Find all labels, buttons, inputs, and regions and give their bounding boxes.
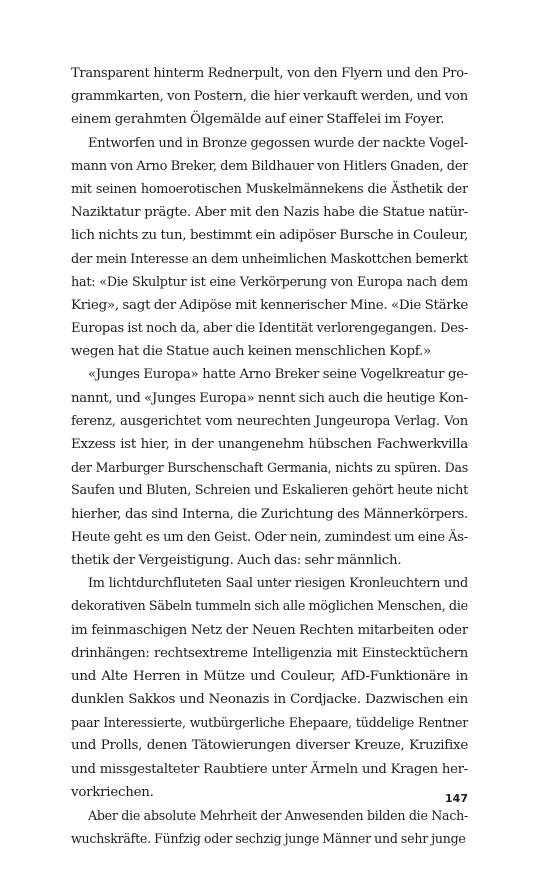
text-line: der Marburger Burschenschaft Germania, nichts zu spüren. Das <box>71 460 468 476</box>
text-line: und Alte Herren in Mütze und Couleur, AfD-Funktionäre in <box>71 668 468 684</box>
text-line: drinhängen: rechtsextreme Intelligenzia mit Einstecktüchern <box>71 645 468 661</box>
text-line: dekorativen Säbeln tummeln sich alle möglichen Menschen, die <box>71 599 468 615</box>
text-line: mann von Arno Breker, dem Bildhauer von Hitlers Gnaden, der <box>71 158 468 174</box>
text-line: Aber die absolute Mehrheit der Anwesenden bilden die Nach- <box>88 808 468 823</box>
text-line: nannt, und «Junges Europa» nennt sich auch die heutige Kon- <box>71 390 468 406</box>
text-line: «Junges Europa» hatte Arno Breker seine Vogelkreatur ge- <box>88 367 468 383</box>
text-line: Exzess ist hier, in der unangenehm hübschen Fachwerkvilla <box>71 437 468 452</box>
text-line: hierher, das sind Interna, die Zurichtung des Männerkörpers. <box>71 506 468 522</box>
text-line: im feinmaschigen Netz der Neuen Rechten mitarbeiten oder <box>71 622 468 638</box>
text-line: einem gerahmten Ölgemälde auf einer Staffelei im Foyer. <box>71 112 445 128</box>
text-line: wegen hat die Statue auch keinen menschlichen Kopf.» <box>71 344 431 360</box>
text-line: hat: «Die Skulptur ist eine Verkörperung von Europa nach dem <box>71 274 468 290</box>
paragraph <box>71 62 468 132</box>
text-line: und Prolls, denen Tätowierungen diverser Kreuze, Kruzifixe <box>71 738 468 754</box>
text-line: Entworfen und in Bronze gegossen wurde der nackte Vogel- <box>88 135 468 151</box>
paragraph <box>71 363 468 572</box>
paragraph <box>71 572 468 804</box>
text-line: paar Interessierte, wutbürgerliche Ehepaare, tüddelige Rentner <box>71 715 468 731</box>
page-number: 147 <box>445 792 468 805</box>
text-line: grammkarten, von Postern, die hier verkauft werden, und von <box>71 89 468 105</box>
text-line: und missgestalteter Raubtiere unter Ärmeln und Kragen her- <box>71 761 468 777</box>
text-line: ferenz, ausgerichtet vom neurechten Jungeuropa Verlag. Von <box>71 413 468 429</box>
text-line: mit seinen homoerotischen Muskelmännekens die Ästhetik der <box>71 181 468 197</box>
text-line: Transparent hinterm Rednerpult, von den Flyern und den Pro- <box>71 66 468 81</box>
body-text <box>71 62 468 850</box>
paragraph <box>71 804 468 850</box>
text-line: wuchskräfte. Fünfzig oder sechzig junge Männer und sehr junge <box>71 831 466 847</box>
text-line: lich nichts zu tun, bestimmt ein adipöser Bursche in Couleur, <box>71 228 468 244</box>
text-line: Naziktatur prägte. Aber mit den Nazis habe die Statue natür- <box>71 205 468 221</box>
text-line: Heute geht es um den Geist. Oder nein, zumindest um eine Äs- <box>71 529 468 545</box>
text-line: der mein Interesse an dem unheimlichen Maskottchen bemerkt <box>71 251 468 267</box>
text-line: Im lichtdurchfluteten Saal unter riesigen Kronleuchtern und <box>88 576 468 592</box>
text-line: Saufen und Bluten, Schreien und Eskalieren gehört heute nicht <box>71 483 468 499</box>
text-line: Europas ist noch da, aber die Identität verlorengegangen. Des- <box>71 321 468 337</box>
text-line: dunklen Sakkos und Neonazis in Cordjacke. Dazwischen ein <box>71 692 468 708</box>
text-line: vorkriechen. <box>71 784 154 800</box>
text-line: thetik der Vergeistigung. Auch das: sehr männlich. <box>71 552 402 568</box>
paragraph <box>71 132 468 364</box>
text-line: Krieg», sagt der Adipöse mit kennerischer Mine. «Die Stärke <box>71 297 468 313</box>
